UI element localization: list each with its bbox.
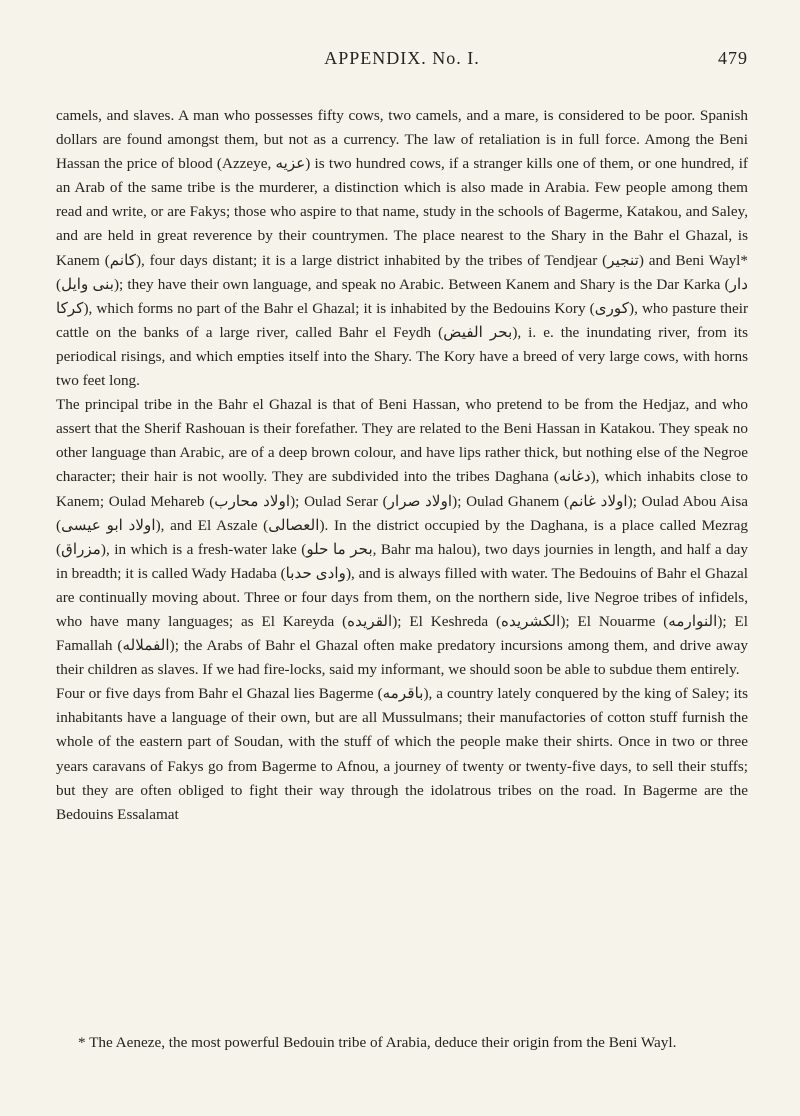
paragraph-beni-hassan: The principal tribe in the Bahr el Ghazal is that of Beni Hassan, who pretend to be from the Hedjaz, and who assert that the Sherif Rashouan is their forefather. They are related to the Beni Hassan in Katakou. They speak no other language than Arabic, are of a deep brown colour, and have lips rather thick, but nothing else of the Negroe character; their hair is not woolly. They are subdivided into the tribes Daghana (دغانه), which inhabits close to Kanem; Oulad Mehareb (اولاد محارب); Oulad Serar (اولاد صرار); Oulad Ghanem (اولاد غانم); Oulad Abou Aisa (اولاد ابو عيسى), and El Aszale (العصالى). In the district occupied by the Daghana, is a place called Mezrag (مزراق), in which is a fresh-water lake (بحر ما حلو, Bahr ma halou), two days journies in length, and half a day in breadth; it is called Wady Hadaba (وادى حدبا), and is always filled with water. The Bedouins of Bahr el Ghazal are continually moving about. Three or four days from them, on the northern side, live Negroe tribes of infidels, who have many languages; as El Kareyda (القريده); El Keshreda (الكشريده); El Nouarme (النوارمه); El Famallah (الفملاله); the Arabs of Bahr el Ghazal often make predatory incursions among them, and drive away their children as slaves. If we had fire-locks, said my informant, we should soon be able to subdue them entirely. [56,396,749,679]
main-text [56,104,748,827]
paragraph-bagerme: Four or five days from Bahr el Ghazal lies Bagerme (باقرمه), a country lately conquered by the king of Saley; its inhabitants have a language of their own, but are all Mussulmans; their manufactories of cotton stuff furnish the whole of the eastern part of Soudan, with the stuff of which the people make their shirts. Once in two or three years caravans of Fakys go from Bagerme to Afnou, a journey of twenty or twenty-five days, to sell their stuffs; but they are often obliged to fight their way through the idolatrous tribes on the road. In Bagerme are the Bedouins Essalamat [56,685,748,823]
paragraph-continued: camels, and slaves. A man who possesses fifty cows, two camels, and a mare, is considered to be poor. Spanish dollars are found amongst them, but not as a currency. The law of retaliation is in full force. Among the Beni Hassan the price of blood (Azzeye, عزيه) is two hundred cows, if a stranger kills one of them, or one hundred, if an Arab of the same tribe is the murderer, a distinction which is also made in Arabia. Few people among them read and write, or are Fakys; those who aspire to that name, study in the schools of Bagerme, Katakou, and Saley, and are held in great reverence by their countrymen. The place nearest to the Shary in the Bahr el Ghazal, is Kanem (كانم), four days distant; it is a large district inhabited by the tribes of Tendjear (تنجير) and Beni Wayl* (بنى وايل); they have their own language, and speak no Arabic. Between Kanem and Shary is the Dar Karka (دار كركا), which forms no part of the Bahr el Ghazal; it is inhabited by the Bedouins Kory (كورى), who pasture their cattle on the banks of a large river, called Bahr el Feydh (بحر الفيض), i. e. the inundating river, from its periodical risings, and which empties itself into the Shary. The Kory have a breed of very large cows, with horns two feet long. [56,107,749,390]
running-title: APPENDIX. No. I. [324,48,480,68]
page-number: 479 [718,48,748,68]
footnote: * The Aeneze, the most powerful Bedouin tribe of Arabia, deduce their origin from the Beni Wayl. [78,1034,677,1052]
running-header [56,48,748,76]
